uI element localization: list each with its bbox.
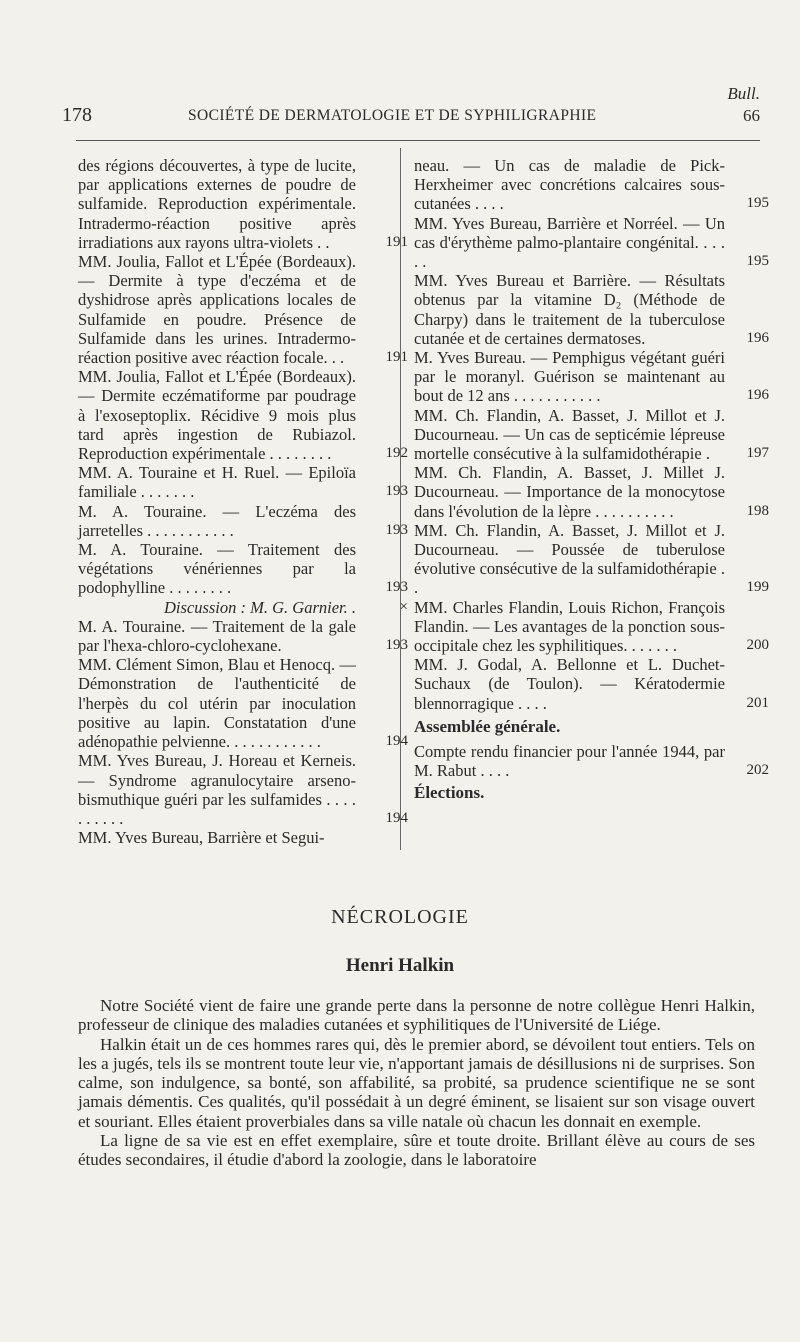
toc-entry-page: 193 xyxy=(385,483,408,500)
toc-entry-text: des régions découvertes, à type de lucite, par applications externes de poudre de sulfamide. Reproduction expérimentale. Intradermo-réaction positive après irradiations aux rayons ultra-violets . . xyxy=(78,156,356,252)
toc-entry xyxy=(414,406,769,464)
running-head xyxy=(62,104,760,128)
running-title: SOCIÉTÉ DE DERMATOLOGIE ET DE SYPHILIGRAPHIE xyxy=(188,107,597,124)
toc-entry-page: 199 xyxy=(746,579,769,596)
toc-entry-text: neau. — Un cas de maladie de Pick-Herxheimer avec concrétions calcaires sous-cutanées . . . . xyxy=(414,156,725,214)
toc-entry-text: Discussion : M. G. Garnier. . xyxy=(163,597,356,617)
toc-entry-page: 196 xyxy=(746,387,769,404)
toc-entry xyxy=(78,367,408,464)
toc-entry xyxy=(414,156,769,214)
section-title: NÉCROLOGIE xyxy=(331,906,469,928)
page-number-right: 66 xyxy=(743,106,760,125)
toc-entry xyxy=(78,828,400,847)
toc-entry-text: MM. Yves Bureau, J. Horeau et Kerneis. — Syndrome agranulocytaire arseno-bismuthique guéri par les sulfamides . . . . . . . . . . xyxy=(78,751,356,828)
toc-entry-text: MM. Yves Bureau et Barrière. — Résultats obtenus par la vitamine D₂ (Méthode de Charpy) dans le traitement de la tuberculose cutanée et de certaines dermatoses. xyxy=(414,271,725,348)
toc-entry xyxy=(78,540,408,598)
right-column xyxy=(414,156,769,802)
toc-entry-text: MM. Yves Bureau, Barrière et Norréel. — Un cas d'érythème palmo-plantaire congénital. . . . . . xyxy=(414,213,725,272)
toc-entry xyxy=(414,742,769,780)
toc-entry-text: MM. Yves Bureau, Barrière et Segui- xyxy=(78,828,325,848)
toc-entry-text: MM. Joulia, Fallot et L'Épée (Bordeaux). — Dermite eczématiforme par poudrage à l'exoseptoplix. Récidive 9 mois plus tard après ingestion de Rubiazol. Reproduction expérimentale . . . . . . . . xyxy=(78,367,356,464)
toc-entry xyxy=(78,655,408,752)
toc-entry xyxy=(78,751,408,828)
toc-entry-page: 195 xyxy=(746,253,769,270)
obituary-name: Henri Halkin xyxy=(345,955,455,976)
toc-entry-page: 194 xyxy=(385,809,408,826)
toc-entry-text: MM. Joulia, Fallot et L'Épée (Bordeaux). — Dermite à type d'eczéma et de dyshidrose après applications locales de Sulfamide en poudre. Présence de Sulfamide dans les urines. Intradermo-réaction positive avec réaction focale. . . xyxy=(78,252,356,368)
paragraph: Halkin était un de ces hommes rares qui, dès le premier abord, se dévoilent tout entiers. Tels on les a jugés, tels ils se montrent toute leur vie, n'apportant jamais de désillusions ni de surprises. Son calme, son indulgence, sa bonté, son affabilité, sa probité, sa prudence scientifique ne se sont jamais démentis. Ces qualités, qu'il possédait à un degré éminent, se lisaient sur son visage ouvert et souriant. Elles étaient proverbiales dans sa ville natale où chacun les donnait en exemple. xyxy=(78,1034,755,1131)
toc-entry-page: × xyxy=(399,598,408,615)
toc-entry-text: M. A. Touraine. — Traitement des végétations vénériennes par la podophylline . . . . . . . . xyxy=(78,540,356,598)
toc-entry-discussion xyxy=(78,597,408,617)
page-number-left: 178 xyxy=(62,104,92,126)
toc-entry-text: M. A. Touraine. — L'eczéma des jarretelles . . . . . . . . . . . xyxy=(78,501,356,540)
toc-entry-page: 193 xyxy=(385,637,408,654)
toc-entry-page: 193 xyxy=(385,579,408,596)
assembly-heading: Assemblée générale. xyxy=(414,716,561,736)
toc-entry xyxy=(414,521,769,598)
paragraph: La ligne de sa vie est en effet exemplaire, sûre et toute droite. Brillant élève au cours de ses études secondaires, il étudie d'abord la zoologie, dans le laboratoire xyxy=(78,1131,755,1170)
toc-entry-text: MM. J. Godal, A. Bellonne et L. Duchet-Suchaux (de Toulon). — Kératodermie blennorragique . . . . xyxy=(414,655,725,713)
toc-entry-page: 196 xyxy=(746,329,769,346)
toc-entry-page: 194 xyxy=(385,733,408,750)
toc-entry-page: 202 xyxy=(746,762,769,779)
toc-entry-page: 200 xyxy=(746,637,769,654)
toc-entry-page: 198 xyxy=(746,502,769,519)
toc-entry-text: MM. Ch. Flandin, A. Basset, J. Millot et J. Ducourneau. — Un cas de septicémie lépreuse mortelle consécutive à la sulfamidothérapie . xyxy=(414,405,725,464)
toc-entry-text: MM. Clément Simon, Blau et Henocq. — Démonstration de l'authenticité de l'herpès du col utérin par inoculation positive au lapin. Constatation d'une adénopathie pelvienne. . . . . . . . . . . . xyxy=(78,655,356,752)
toc-entry xyxy=(414,271,769,348)
toc-entry xyxy=(78,156,408,252)
toc-entry-page: 191 xyxy=(385,233,408,250)
toc-entry xyxy=(78,501,408,540)
toc-entry-text: MM. Ch. Flandin, A. Basset, J. Millet J. Ducourneau. — Importance de la monocytose dans l'évolution de la lèpre . . . . . . . . . . xyxy=(414,463,725,521)
toc-entry xyxy=(78,616,408,656)
toc-entry-page: 193 xyxy=(385,521,408,538)
left-column xyxy=(78,156,408,848)
toc-entry-page: 195 xyxy=(746,195,769,212)
toc-entry-page: 192 xyxy=(385,445,408,462)
header-rule xyxy=(76,140,760,141)
obituary-body xyxy=(78,996,755,1170)
toc-entry xyxy=(78,463,408,502)
toc-entry xyxy=(414,348,769,406)
toc-entry xyxy=(414,463,769,521)
bulletin-tag: Bull. xyxy=(727,84,760,103)
toc-entry xyxy=(78,252,408,368)
paragraph: Notre Société vient de faire une grande perte dans la personne de notre collègue Henri Halkin, professeur de clinique des maladies cutanées et syphilitiques de l'Université de Liége. xyxy=(78,996,755,1035)
toc-entry-text: M. Yves Bureau. — Pemphigus végétant guéri par le moranyl. Guérison se maintenant au bout de 12 ans . . . . . . . . . . . xyxy=(414,348,725,406)
toc-entry xyxy=(414,655,769,713)
toc-entry-text: M. A. Touraine. — Traitement de la gale par l'hexa-chloro-cyclohexane. xyxy=(78,616,356,656)
toc-entry xyxy=(414,598,769,656)
toc-entry xyxy=(414,214,769,272)
toc-entry-page: 191 xyxy=(385,349,408,366)
toc-entry-text: MM. A. Touraine et H. Ruel. — Epiloïa familiale . . . . . . . xyxy=(78,463,356,502)
toc-entry-text: Compte rendu financier pour l'année 1944, par M. Rabut . . . . xyxy=(414,742,725,781)
toc-entry-text: MM. Charles Flandin, Louis Richon, François Flandin. — Les avantages de la ponction sous-occipitale chez les syphilitiques. . . . . . . xyxy=(414,597,725,656)
toc-entry-page: 201 xyxy=(746,694,769,711)
toc-entry-text: MM. Ch. Flandin, A. Basset, J. Millot et J. Ducourneau. — Poussée de tuberulose évolutive consécutive de la sulfamidothérapie . . xyxy=(414,520,725,598)
toc-entry-page: 197 xyxy=(746,445,769,462)
elections-heading: Élections. xyxy=(414,782,485,802)
